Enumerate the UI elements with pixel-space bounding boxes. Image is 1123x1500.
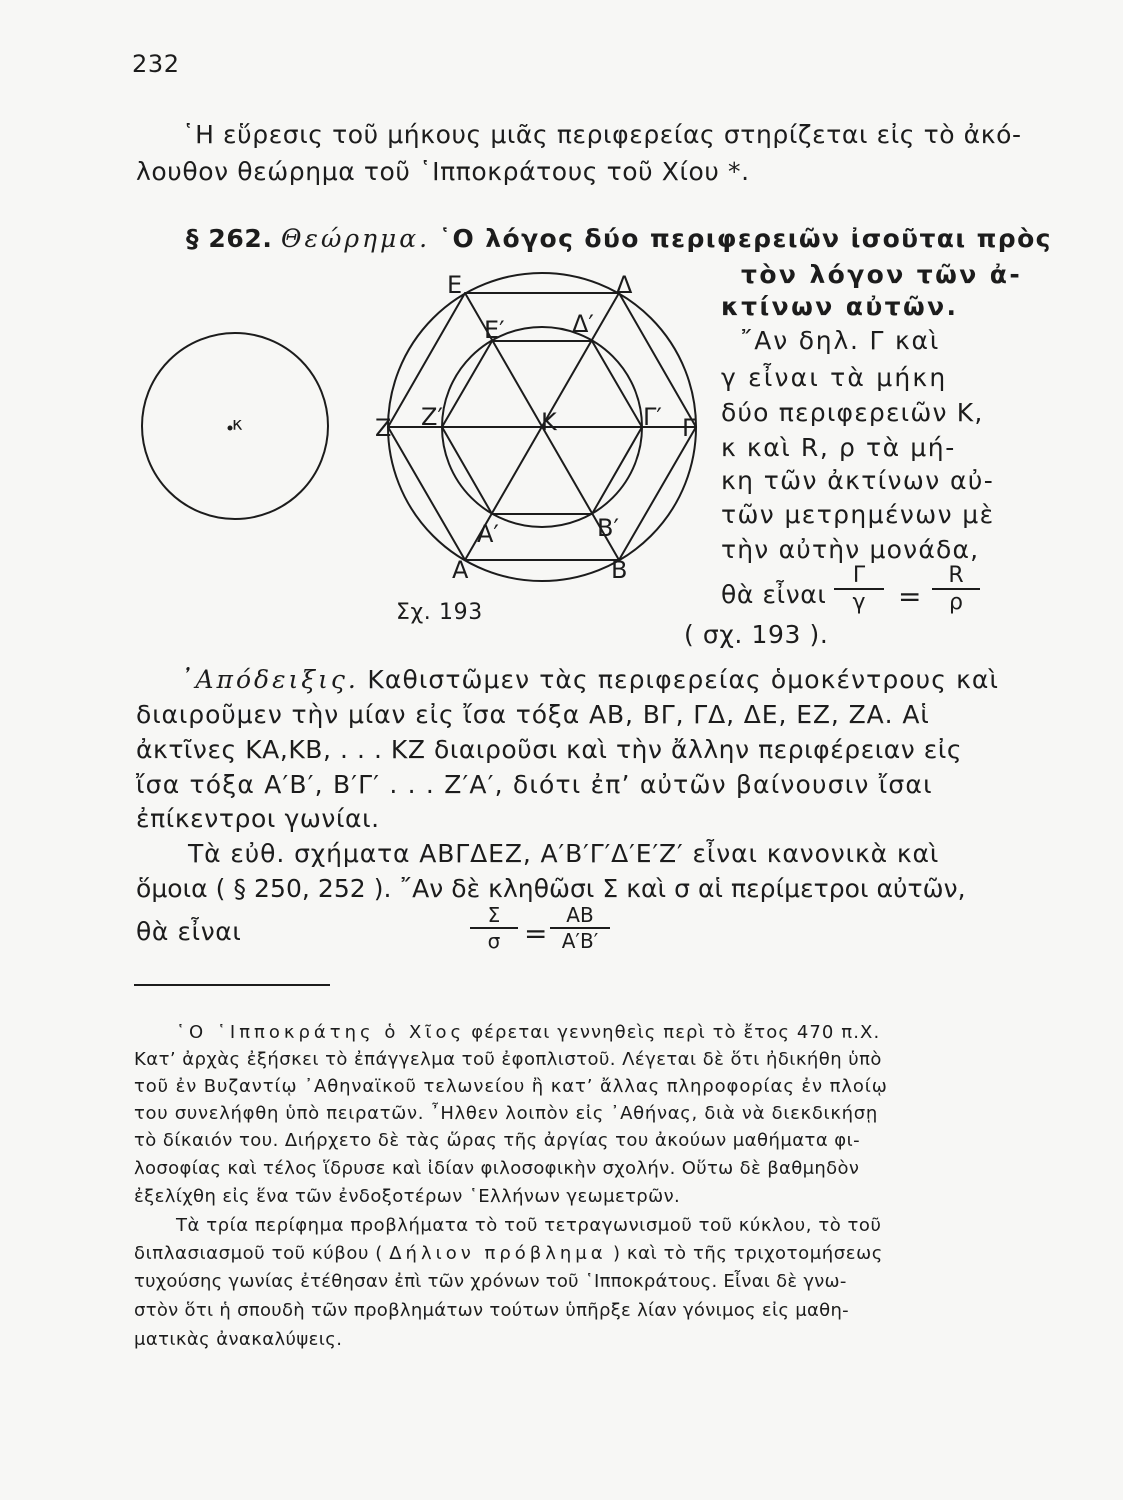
label-A: Α	[452, 556, 469, 584]
para2-den-right: Α′Β′	[550, 927, 610, 953]
label-Z-prime: Ζ′	[421, 403, 443, 431]
theorem-text-6: τῶν μετρημένων μὲ	[721, 500, 995, 529]
label-D: Δ	[616, 271, 633, 299]
proof-line-2: διαιροῦμεν τὴν μίαν εἰς ἴσα τόξα ΑΒ, ΒΓ, ΓΔ, ΔΕ, ΕΖ, ΖΑ. Αἱ	[136, 700, 930, 729]
footnote-line-12: ματικὰς ἀνακαλύψεις.	[134, 1329, 343, 1350]
label-D-prime: Δ′	[572, 310, 594, 338]
page-number: 232	[132, 50, 180, 78]
proof-line-5: ἐπίκεντροι γωνίαι.	[136, 804, 380, 833]
intro-line-2: λουθον θεώρημα τοῦ ῾Ιπποκράτους τοῦ Χίου *.	[136, 157, 750, 186]
proof-label: ᾿Απόδειξις.	[180, 665, 359, 694]
label-E-prime: Ε′	[484, 316, 505, 344]
footnote-line-1-text: φέρεται γεννηθεὶς περὶ τὸ ἔτος 470 π.Χ.	[471, 1022, 881, 1043]
footnote-rule	[134, 984, 330, 986]
footnote-line-11: στὸν ὅτι ἡ σπουδὴ τῶν προβλημάτων τούτων ὑπῆρξε λίαν γόνιμος εἰς μαθη-	[134, 1300, 849, 1321]
label-E: Ε	[447, 271, 463, 299]
figure-reference: ( σχ. 193 ).	[684, 620, 829, 649]
para2-num-left: Σ	[487, 903, 501, 927]
label-Z: Ζ	[375, 414, 392, 442]
footnote-line-8: Τὰ τρία περίφημα προβλήματα τὸ τοῦ τετραγωνισμοῦ τοῦ κύκλου, τὸ τοῦ	[176, 1215, 882, 1236]
theorem-text-3: δύο περιφερειῶν Κ,	[721, 398, 984, 427]
theorem-text-1: ῎Αν δηλ. Γ καὶ	[740, 326, 941, 355]
theorem-statement-1: ῾Ο λόγος δύο περιφερειῶν ἰσοῦται πρὸς	[438, 224, 1052, 253]
footnote-delian: Δήλιον πρόβλημα	[389, 1243, 607, 1264]
figure-caption: Σχ. 193	[396, 600, 483, 625]
para2-line-2: ὅμοια ( § 250, 252 ). ῎Αν δὲ κληθῶσι Σ καὶ σ αἱ περίμετροι αὐτῶν,	[136, 874, 966, 903]
theorem-statement-3: κτίνων αὐτῶν.	[721, 292, 959, 321]
theorem-text-5: κη τῶν ἀκτίνων αὐ-	[721, 466, 995, 495]
theorem-label: Θεώρημα.	[281, 224, 431, 253]
para2-frac-right	[550, 903, 610, 953]
para2-num-right: ΑΒ	[566, 903, 594, 927]
formula-frac-right	[932, 563, 980, 615]
theorem-text-7: τὴν αὐτὴν μονάδα,	[721, 535, 980, 564]
formula-frac-left	[834, 563, 884, 615]
label-A-prime: Α′	[477, 520, 499, 548]
formula-prefix: θὰ εἶναι	[721, 580, 827, 609]
footnote-line-5: τὸ δίκαιόν του. Διήρχετο δὲ τὰς ὥρας τῆς ἀργίας του ἀκούων μαθήματα φι-	[134, 1130, 861, 1151]
para2-frac-left	[470, 903, 518, 953]
footnote-line-4: του συνελήφθη ὑπὸ πειρατῶν. ῏Ηλθεν λοιπὸν εἰς ᾿Αθήνας, διὰ νὰ διεκδικήσῃ	[134, 1103, 878, 1124]
footnote-name: ῾Ο ῾Ιπποκράτης ὁ Χῖος	[176, 1022, 466, 1043]
formula-num-left: Γ	[852, 563, 866, 588]
theorem-text-4: κ καὶ R, ρ τὰ μή-	[721, 433, 956, 462]
footnote-line-9	[134, 1243, 883, 1264]
formula-eq: =	[898, 580, 923, 613]
intro-line-1: ῾Η εὕρεσις τοῦ μήκους μιᾶς περιφερείας στηρίζεται εἰς τὸ ἀκό-	[182, 120, 1022, 149]
proof-line-1-text: Καθιστῶμεν τὰς περιφερείας ὁμοκέντρους καὶ	[367, 665, 1000, 694]
formula-den-right: ρ	[932, 588, 980, 615]
label-B-prime: Β′	[597, 514, 619, 542]
proof-line-4: ἴσα τόξα Α′Β′, Β′Γ′ . . . Ζ′Α′, διότι ἐπ’ αὐτῶν βαίνουσιν ἴσαι	[136, 770, 933, 799]
footnote-delian-close: )	[612, 1243, 621, 1264]
figure-193	[120, 270, 720, 640]
para2-eq: =	[524, 917, 549, 950]
theorem-number: § 262.	[186, 224, 273, 253]
footnote-line-7: ἐξελίχθη εἰς ἕνα τῶν ἐνδοξοτέρων ῾Ελλήνων γεωμετρῶν.	[134, 1186, 681, 1207]
proof-line-1	[180, 665, 999, 694]
small-circle-label: κ	[232, 414, 243, 435]
label-G: Γ	[682, 414, 696, 442]
theorem-text-2: γ εἶναι τὰ μήκη	[721, 363, 948, 392]
para2-line-1: Τὰ εὐθ. σχήματα ΑΒΓΔΕΖ, Α′Β′Γ′Δ′Ε′Ζ′ εἶναι κανονικὰ καὶ	[188, 839, 940, 868]
label-G-prime: Γ′	[643, 403, 662, 431]
footnote-line-6: λοσοφίας καὶ τέλος ἵδρυσε καὶ ἰδίαν φιλοσοφικὴν σχολήν. Οὕτω δὲ βαθμηδὸν	[134, 1158, 860, 1179]
label-K: Κ	[541, 408, 557, 436]
footnote-line-1	[176, 1022, 880, 1043]
formula-num-right: R	[948, 563, 964, 588]
footnote-line-9-end: καὶ τὸ τῆς τριχοτομήσεως	[626, 1243, 883, 1264]
para2-den-left: σ	[470, 927, 518, 953]
footnote-line-10: τυχούσης γωνίας ἐτέθησαν ἐπὶ τῶν χρόνων τοῦ ῾Ιπποκράτους. Εἶναι δὲ γνω-	[134, 1271, 847, 1292]
formula-den-left: γ	[834, 588, 884, 615]
footnote-line-2: Κατ’ ἀρχὰς ἐξήσκει τὸ ἐπάγγελμα τοῦ ἐφοπλιστοῦ. Λέγεται δὲ ὅτι ἠδικήθη ὑπὸ	[134, 1049, 882, 1070]
footnote-line-9-start: διπλασιασμοῦ τοῦ κύβου (	[134, 1243, 383, 1264]
proof-line-3: ἀκτῖνες ΚΑ,ΚΒ, . . . ΚΖ διαιροῦσι καὶ τὴν ἄλλην περιφέρειαν εἰς	[136, 735, 963, 764]
label-B: Β	[611, 556, 628, 584]
footnote-line-3: τοῦ ἐν Βυζαντίῳ ᾿Αθηναϊκοῦ τελωνείου ἢ κατ’ ἄλλας πληροφορίας ἐν πλοίῳ	[134, 1076, 888, 1097]
theorem-heading	[186, 224, 1052, 253]
para2-line-3: θὰ εἶναι	[136, 917, 242, 946]
theorem-statement-2: τὸν λόγον τῶν ἀ-	[741, 260, 1023, 289]
